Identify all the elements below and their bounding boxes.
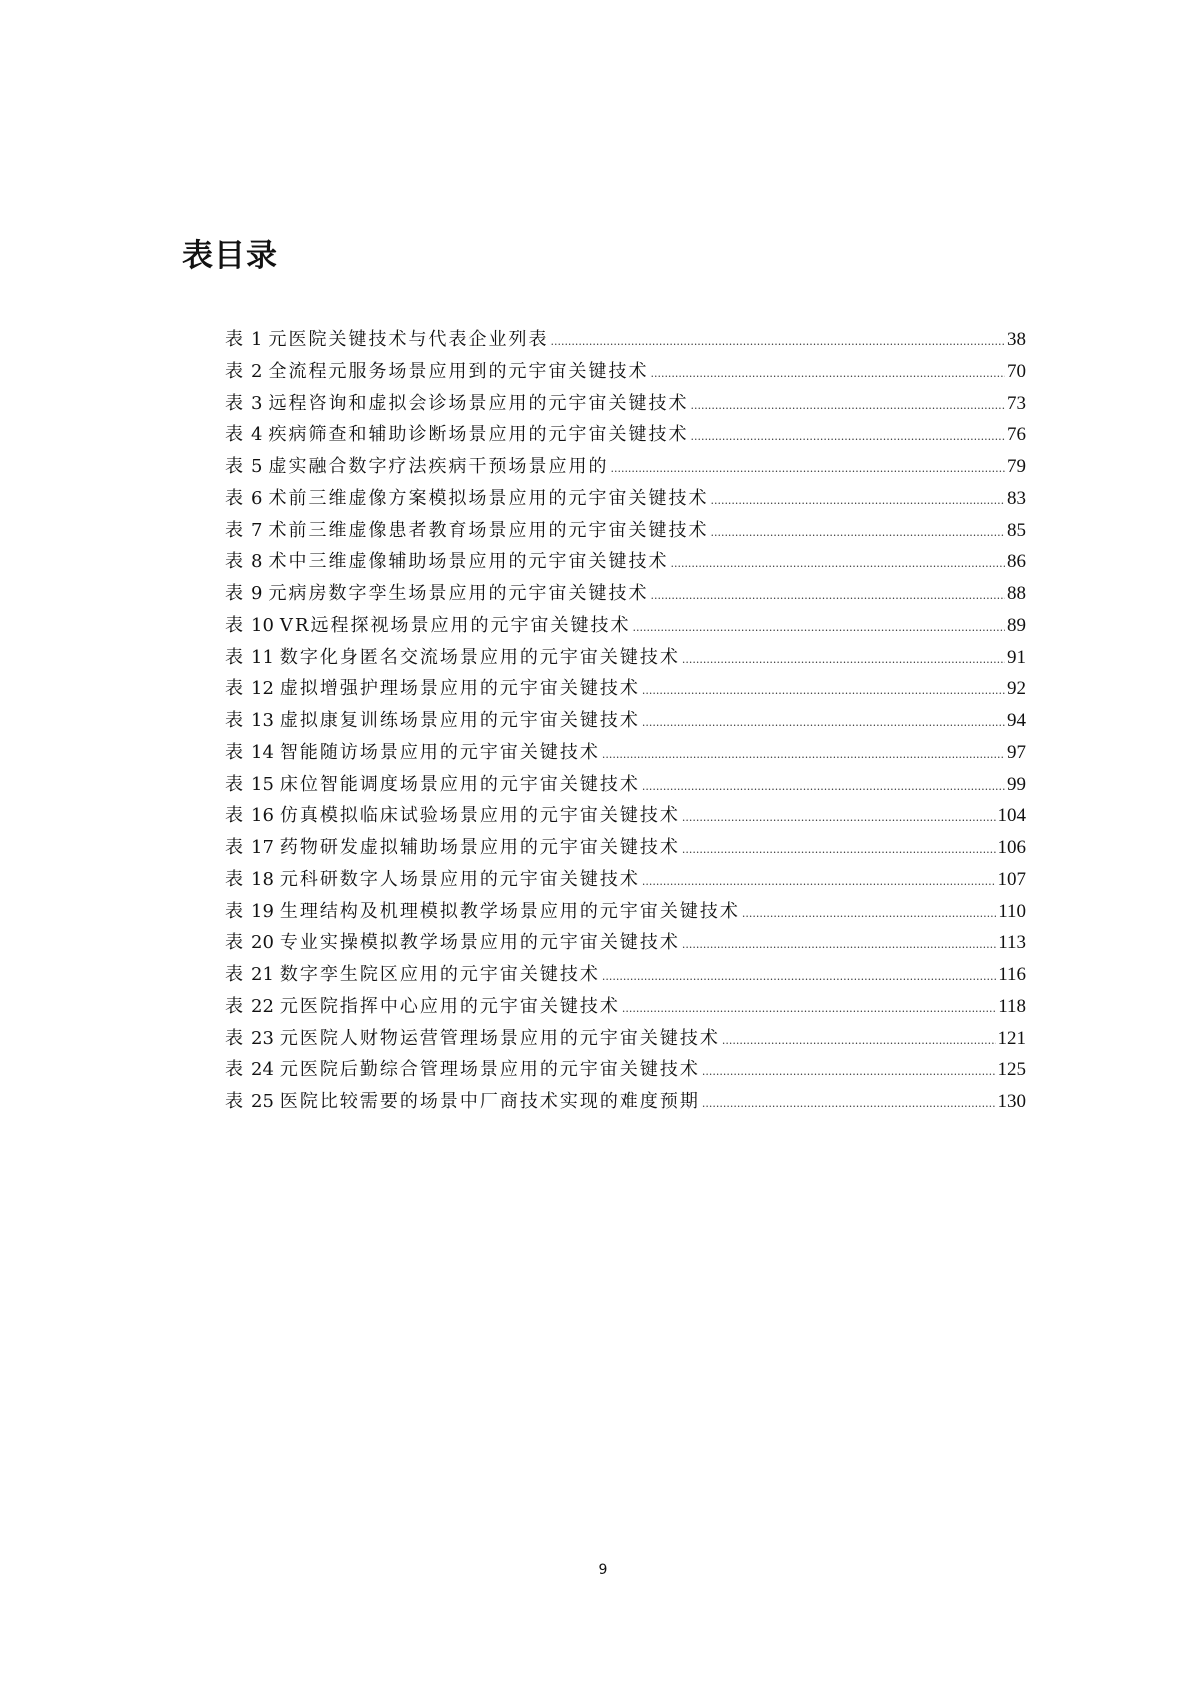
entry-prefix: 表 xyxy=(225,646,245,668)
toc-entry[interactable] xyxy=(225,928,1026,960)
entry-title: 虚拟康复训练场景应用的元宇宙关键技术 xyxy=(279,710,640,731)
dot-leader xyxy=(682,811,996,824)
dot-leader xyxy=(650,367,1005,380)
entry-page: 85 xyxy=(1007,519,1026,541)
entry-prefix: 表 xyxy=(225,678,245,700)
entry-number: 22 xyxy=(251,995,274,1017)
entry-number: 5 xyxy=(251,456,263,477)
toc-entry[interactable] xyxy=(225,960,1026,992)
entry-title: 仿真模拟临床试验场景应用的元宇宙关键技术 xyxy=(279,805,680,827)
entry-number: 6 xyxy=(251,487,263,509)
toc-entry[interactable] xyxy=(225,643,1026,675)
entry-page: 118 xyxy=(998,995,1026,1017)
dot-leader xyxy=(632,621,1005,634)
entry-prefix: 表 xyxy=(225,614,245,636)
entry-number: 24 xyxy=(251,1059,274,1081)
entry-page: 89 xyxy=(1007,614,1026,636)
page-number: 9 xyxy=(598,1562,608,1578)
toc-entry[interactable] xyxy=(225,357,1026,389)
entry-prefix: 表 xyxy=(225,1027,245,1049)
entry-title: 专业实操模拟教学场景应用的元宇宙关键技术 xyxy=(279,932,680,954)
dot-leader xyxy=(690,430,1005,443)
entry-title: 术前三维虚像方案模拟场景应用的元宇宙关键技术 xyxy=(268,487,709,509)
toc-entry[interactable] xyxy=(225,1055,1026,1087)
entry-number: 9 xyxy=(251,583,263,604)
dot-leader xyxy=(642,716,1005,729)
entry-page: 99 xyxy=(1007,773,1026,795)
entry-prefix: 表 xyxy=(225,868,245,890)
entry-prefix: 表 xyxy=(225,487,245,509)
entry-number: 4 xyxy=(251,424,263,446)
toc-entry[interactable] xyxy=(225,579,1026,611)
entry-title: 元医院指挥中心应用的元宇宙关键技术 xyxy=(279,995,620,1017)
entry-title: 元医院人财物运营管理场景应用的元宇宙关键技术 xyxy=(279,1027,720,1049)
dot-leader xyxy=(682,843,996,856)
dot-leader xyxy=(702,1097,996,1110)
entry-page: 116 xyxy=(998,964,1026,985)
toc-entry[interactable] xyxy=(225,325,1026,357)
entry-number: 21 xyxy=(251,964,274,985)
entry-number: 17 xyxy=(251,837,274,858)
entry-prefix: 表 xyxy=(225,773,245,795)
entry-title: 元科研数字人场景应用的元宇宙关键技术 xyxy=(279,868,640,890)
toc-entry[interactable] xyxy=(225,897,1026,929)
entry-prefix: 表 xyxy=(225,995,245,1017)
entry-page: 73 xyxy=(1007,392,1026,414)
entry-number: 3 xyxy=(251,392,263,414)
entry-page: 106 xyxy=(997,837,1026,858)
toc-entry[interactable] xyxy=(225,833,1026,865)
toc-entry[interactable] xyxy=(225,389,1026,421)
table-of-tables xyxy=(225,325,1026,1119)
entry-number: 8 xyxy=(251,551,263,573)
entry-page: 91 xyxy=(1007,646,1026,668)
dot-leader xyxy=(682,653,1005,666)
dot-leader xyxy=(682,938,996,951)
entry-title: 术中三维虚像辅助场景应用的元宇宙关键技术 xyxy=(268,551,669,573)
entry-title: 全流程元服务场景应用到的元宇宙关键技术 xyxy=(268,360,649,382)
entry-prefix: 表 xyxy=(225,392,245,414)
entry-page: 94 xyxy=(1007,710,1026,731)
entry-page: 121 xyxy=(997,1027,1026,1049)
entry-page: 70 xyxy=(1007,360,1026,382)
entry-prefix: 表 xyxy=(225,456,245,477)
dot-leader xyxy=(690,399,1005,412)
toc-entry[interactable] xyxy=(225,452,1026,484)
dot-leader xyxy=(610,462,1005,475)
entry-title: 术前三维虚像患者教育场景应用的元宇宙关键技术 xyxy=(268,519,709,541)
toc-entry[interactable] xyxy=(225,706,1026,738)
entry-page: 92 xyxy=(1007,678,1026,700)
entry-page: 113 xyxy=(998,932,1026,954)
dot-leader xyxy=(650,589,1005,602)
entry-prefix: 表 xyxy=(225,329,245,350)
entry-page: 97 xyxy=(1007,741,1026,763)
entry-prefix: 表 xyxy=(225,583,245,604)
entry-title: 药物研发虚拟辅助场景应用的元宇宙关键技术 xyxy=(279,837,680,858)
dot-leader xyxy=(642,780,1005,793)
entry-page: 79 xyxy=(1007,456,1026,477)
entry-number: 18 xyxy=(251,868,274,890)
entry-prefix: 表 xyxy=(225,741,245,763)
dot-leader xyxy=(602,970,996,983)
toc-entry[interactable] xyxy=(225,865,1026,897)
entry-number: 1 xyxy=(251,329,263,350)
toc-entry[interactable] xyxy=(225,611,1026,643)
entry-title: 生理结构及机理模拟教学场景应用的元宇宙关键技术 xyxy=(279,900,740,922)
entry-title: 虚实融合数字疗法疾病干预场景应用的 xyxy=(268,456,609,477)
entry-title: 元病房数字孪生场景应用的元宇宙关键技术 xyxy=(268,583,649,604)
entry-prefix: 表 xyxy=(225,1091,245,1112)
entry-number: 12 xyxy=(251,678,274,700)
entry-page: 88 xyxy=(1007,583,1026,604)
entry-prefix: 表 xyxy=(225,519,245,541)
toc-entry[interactable] xyxy=(225,801,1026,833)
dot-leader xyxy=(710,494,1005,507)
entry-page: 86 xyxy=(1007,551,1026,573)
dot-leader xyxy=(550,335,1005,348)
entry-prefix: 表 xyxy=(225,900,245,922)
entry-prefix: 表 xyxy=(225,837,245,858)
dot-leader xyxy=(742,907,996,920)
toc-entry[interactable] xyxy=(225,1024,1026,1056)
toc-entry[interactable] xyxy=(225,674,1026,706)
entry-title: 元医院后勤综合管理场景应用的元宇宙关键技术 xyxy=(279,1059,700,1081)
toc-entry[interactable] xyxy=(225,738,1026,770)
entry-page: 83 xyxy=(1007,487,1026,509)
entry-number: 20 xyxy=(251,932,274,954)
toc-entry[interactable] xyxy=(225,992,1026,1024)
entry-title: 数字孪生院区应用的元宇宙关键技术 xyxy=(279,964,600,985)
dot-leader xyxy=(710,526,1005,539)
entry-prefix: 表 xyxy=(225,1059,245,1081)
entry-prefix: 表 xyxy=(225,424,245,446)
entry-title: 虚拟增强护理场景应用的元宇宙关键技术 xyxy=(279,678,640,700)
toc-entry[interactable] xyxy=(225,770,1026,802)
dot-leader xyxy=(670,557,1005,570)
entry-number: 11 xyxy=(251,646,274,668)
entry-number: 7 xyxy=(251,519,263,541)
dot-leader xyxy=(642,875,996,888)
entry-prefix: 表 xyxy=(225,710,245,731)
entry-title: 智能随访场景应用的元宇宙关键技术 xyxy=(279,741,600,763)
entry-number: 2 xyxy=(251,360,263,382)
entry-prefix: 表 xyxy=(225,551,245,573)
entry-number: 15 xyxy=(251,773,274,795)
entry-number: 13 xyxy=(251,710,274,731)
entry-page: 76 xyxy=(1007,424,1026,446)
page-title: 表目录 xyxy=(182,238,278,274)
entry-title: 元医院关键技术与代表企业列表 xyxy=(268,329,549,350)
toc-entry[interactable] xyxy=(225,484,1026,516)
toc-entry[interactable] xyxy=(225,1087,1026,1119)
entry-prefix: 表 xyxy=(225,932,245,954)
entry-number: 14 xyxy=(251,741,274,763)
entry-title: 疾病筛查和辅助诊断场景应用的元宇宙关键技术 xyxy=(268,424,689,446)
entry-prefix: 表 xyxy=(225,964,245,985)
toc-entry[interactable] xyxy=(225,516,1026,548)
entry-title: 数字化身匿名交流场景应用的元宇宙关键技术 xyxy=(279,646,680,668)
entry-number: 23 xyxy=(251,1027,274,1049)
entry-number: 19 xyxy=(251,900,274,922)
dot-leader xyxy=(702,1065,996,1078)
entry-number: 16 xyxy=(251,805,274,827)
entry-number: 25 xyxy=(251,1091,274,1112)
entry-prefix: 表 xyxy=(225,360,245,382)
entry-page: 125 xyxy=(997,1059,1026,1081)
entry-number: 10 xyxy=(251,614,274,636)
dot-leader xyxy=(622,1002,996,1015)
dot-leader xyxy=(642,684,1005,697)
entry-page: 130 xyxy=(997,1091,1026,1112)
entry-title: VR远程探视场景应用的元宇宙关键技术 xyxy=(279,614,631,636)
entry-page: 107 xyxy=(997,868,1026,890)
dot-leader xyxy=(722,1034,996,1047)
entry-page: 110 xyxy=(998,900,1026,922)
entry-page: 38 xyxy=(1007,329,1026,350)
dot-leader xyxy=(602,748,1005,761)
toc-entry[interactable] xyxy=(225,420,1026,452)
entry-title: 医院比较需要的场景中厂商技术实现的难度预期 xyxy=(279,1091,700,1112)
entry-prefix: 表 xyxy=(225,805,245,827)
toc-entry[interactable] xyxy=(225,547,1026,579)
entry-title: 远程咨询和虚拟会诊场景应用的元宇宙关键技术 xyxy=(268,392,689,414)
entry-page: 104 xyxy=(997,805,1026,827)
entry-title: 床位智能调度场景应用的元宇宙关键技术 xyxy=(279,773,640,795)
